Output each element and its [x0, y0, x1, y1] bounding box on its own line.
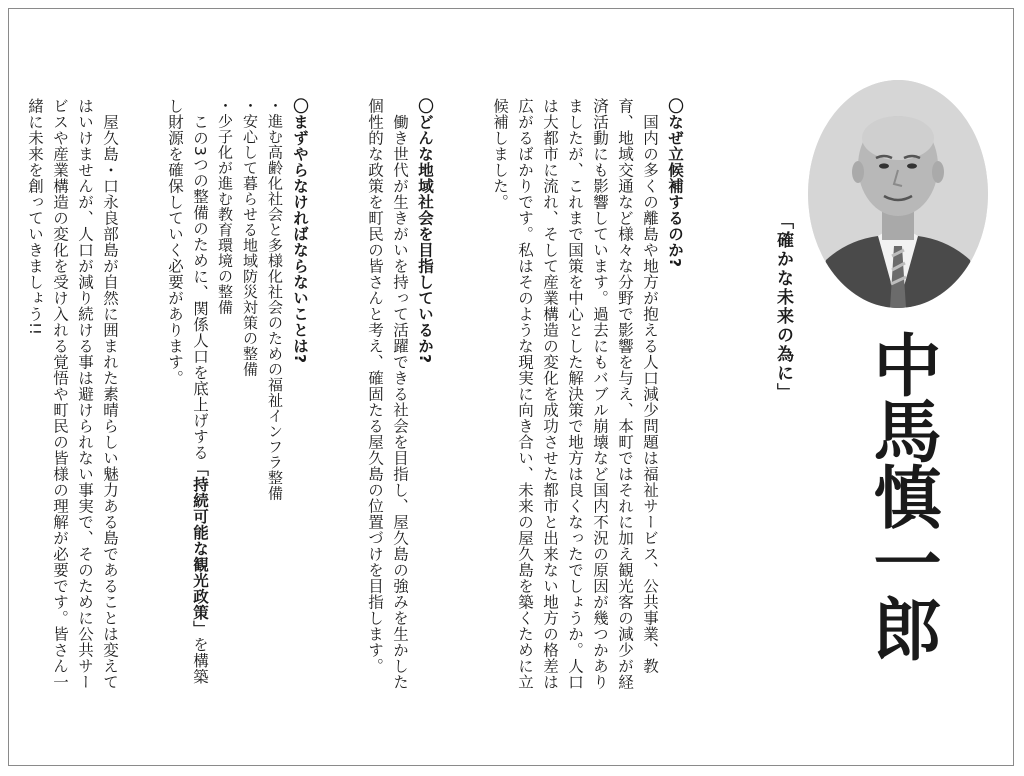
tourism-policy-emphasis: 「持続可能な観光政策」: [191, 459, 209, 636]
priority-item: ・進む高齢化社会と多様化社会のための福祉インフラ整備: [266, 98, 284, 501]
section-body: [162, 98, 212, 698]
section-heading: 〇まずやらなければならないことは?: [291, 98, 309, 364]
section-why-running: [487, 98, 687, 698]
section-closing: [22, 98, 122, 698]
priority-item: ・少子化が進む教育環境の整備: [216, 98, 234, 315]
body-text: この3つの整備のために、関係人口を底上げする: [191, 113, 209, 460]
section-heading: 〇なぜ立候補するのか?: [666, 98, 684, 268]
section-heading: 〇どんな地域社会を目指しているか?: [416, 98, 434, 364]
section-body: 屋久島・口永良部島が自然に囲まれた素晴らしい魅力ある島であることは変えてはいけませんが、人口が減り続ける事は避けられない事実で、そのために公共サービスや産業構造の変化を受け入れる覚悟や町民の皆様の理解が必要です。皆さん一緒に未来を創っていきましょう!!: [26, 98, 119, 690]
priority-item: ・安心して暮らせる地域防災対策の整備: [241, 98, 259, 377]
section-community-goal: [362, 98, 437, 698]
section-priorities: [162, 98, 312, 698]
section-body: 国内の多くの離島や地方が抱える人口減少問題は福祉サービス、公共事業、教育、地域交通など様々な分野で影響を与え、本町ではそれに加え観光客の減少が経済活動にも影響しています。過去にもバブル崩壊など国内不況の原因が幾つかありましたが、これまで国策を中心とした解決策で地方は良くなったでしょうか。人口は大都市に流れ、そして産業構造の変化を成功させた都市と出来ない地方の格差は広がるばかりです。私はそのような現実に向き合い、未来の屋久島を築くために立候補しました。: [491, 98, 659, 690]
section-body: 働き世代が生きがいを持って活躍できる社会を目指し、屋久島の強みを生かした個性的な政策を町民の皆さんと考え、確固たる屋久島の位置づけを目指します。: [366, 98, 409, 690]
candidate-name: 中馬慎一郎: [862, 330, 942, 660]
portrait-illustration: [808, 80, 988, 308]
candidate-portrait: [808, 80, 988, 308]
tagline: 「確かな未来の為に」: [773, 212, 793, 402]
body-text: を構築し財源を確保していく必要があります。: [166, 98, 209, 684]
